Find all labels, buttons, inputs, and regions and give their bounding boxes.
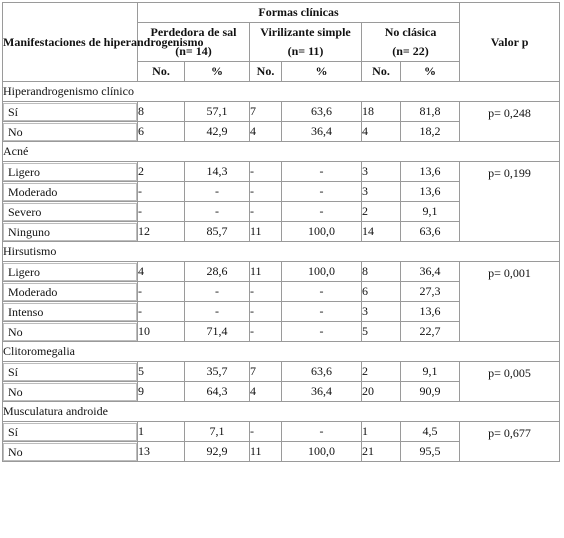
cell-percent: 64,3: [185, 382, 250, 402]
cell-count: -: [138, 302, 185, 322]
pvalue-cell: [460, 262, 560, 342]
table-row: [3, 362, 560, 382]
pvalue-header: Valor p: [460, 3, 560, 82]
cell-percent: 28,6: [185, 262, 250, 282]
row-label-text: No: [3, 443, 137, 461]
cell-count: 20: [362, 382, 401, 402]
section-title: Hiperandrogenismo clínico: [3, 82, 560, 102]
col-pct: %: [185, 62, 250, 82]
cell-count: 3: [362, 182, 401, 202]
cell-percent: 13,6: [401, 182, 460, 202]
section-title: Acné: [3, 142, 560, 162]
row-label-text: Ligero: [3, 263, 137, 281]
pvalue-text: p= 0,005: [488, 366, 531, 380]
cell-count: -: [138, 282, 185, 302]
row-label-text: No: [3, 123, 137, 141]
cell-count: 6: [362, 282, 401, 302]
cell-count: 2: [362, 362, 401, 382]
col-no: No.: [250, 62, 282, 82]
cell-percent: -: [185, 282, 250, 302]
pvalue-text: p= 0,677: [488, 426, 531, 440]
cell-count: 3: [362, 302, 401, 322]
section-title: Musculatura androide: [3, 402, 560, 422]
cell-percent: 13,6: [401, 162, 460, 182]
cell-percent: 81,8: [401, 102, 460, 122]
form-header: Virilizante simple (n= 11): [250, 23, 362, 62]
cell-count: 11: [250, 442, 282, 462]
row-label-text: Intenso: [3, 303, 137, 321]
cell-percent: 63,6: [282, 362, 362, 382]
row-label-text: Ligero: [3, 163, 137, 181]
cell-count: -: [250, 282, 282, 302]
cell-percent: 22,7: [401, 322, 460, 342]
cell-count: 5: [362, 322, 401, 342]
data-table: [2, 2, 560, 462]
cell-percent: -: [185, 182, 250, 202]
row-label-text: Sí: [3, 423, 137, 441]
cell-percent: 63,6: [282, 102, 362, 122]
cell-count: 1: [362, 422, 401, 442]
row-label-text: Ninguno: [3, 223, 137, 241]
cell-count: -: [250, 202, 282, 222]
col-no: No.: [138, 62, 185, 82]
cell-percent: -: [282, 162, 362, 182]
row-label: [3, 362, 138, 382]
cell-count: 1: [138, 422, 185, 442]
cell-percent: 18,2: [401, 122, 460, 142]
cell-percent: -: [282, 322, 362, 342]
row-label-text: Moderado: [3, 283, 137, 301]
row-label: [3, 182, 138, 202]
col-no: No.: [362, 62, 401, 82]
section-title: Clitoromegalia: [3, 342, 560, 362]
cell-count: 11: [250, 222, 282, 242]
row-label-text: Sí: [3, 363, 137, 381]
row-label: [3, 202, 138, 222]
cell-percent: 57,1: [185, 102, 250, 122]
cell-count: 2: [138, 162, 185, 182]
section-row: [3, 82, 560, 102]
cell-count: 14: [362, 222, 401, 242]
pvalue-cell: [460, 102, 560, 142]
pvalue-text: p= 0,001: [488, 266, 531, 280]
cell-percent: 63,6: [401, 222, 460, 242]
cell-percent: -: [185, 202, 250, 222]
pvalue-text: p= 0,199: [488, 166, 531, 180]
row-label-text: No: [3, 383, 137, 401]
cell-percent: 100,0: [282, 222, 362, 242]
cell-percent: -: [282, 202, 362, 222]
cell-count: 21: [362, 442, 401, 462]
section-title: Hirsutismo: [3, 242, 560, 262]
pvalue-cell: [460, 162, 560, 242]
cell-count: 8: [138, 102, 185, 122]
cell-percent: 36,4: [282, 122, 362, 142]
cell-count: 6: [138, 122, 185, 142]
table-row: [3, 162, 560, 182]
row-label-text: No: [3, 323, 137, 341]
cell-percent: 92,9: [185, 442, 250, 462]
row-label: [3, 302, 138, 322]
cell-percent: 4,5: [401, 422, 460, 442]
row-label: [3, 262, 138, 282]
cell-count: 4: [138, 262, 185, 282]
cell-count: 13: [138, 442, 185, 462]
table-row: [3, 422, 560, 442]
row-label: [3, 382, 138, 402]
cell-count: 11: [250, 262, 282, 282]
row-label: [3, 442, 138, 462]
cell-percent: 95,5: [401, 442, 460, 462]
pvalue-cell: [460, 422, 560, 462]
row-label: [3, 122, 138, 142]
cell-count: 2: [362, 202, 401, 222]
section-row: [3, 342, 560, 362]
cell-percent: 27,3: [401, 282, 460, 302]
section-row: [3, 142, 560, 162]
row-label-text: Severo: [3, 203, 137, 221]
cell-percent: 36,4: [401, 262, 460, 282]
cell-percent: 36,4: [282, 382, 362, 402]
cell-percent: -: [282, 302, 362, 322]
group-header: Formas clínicas: [138, 3, 460, 23]
cell-count: 10: [138, 322, 185, 342]
row-label-text: Moderado: [3, 183, 137, 201]
section-row: [3, 242, 560, 262]
pvalue-text: p= 0,248: [488, 106, 531, 120]
table-row: [3, 262, 560, 282]
row-label: [3, 102, 138, 122]
cell-count: 8: [362, 262, 401, 282]
cell-count: 9: [138, 382, 185, 402]
row-label: [3, 162, 138, 182]
cell-count: -: [138, 202, 185, 222]
row-label-text: Sí: [3, 103, 137, 121]
cell-percent: 9,1: [401, 202, 460, 222]
cell-percent: -: [282, 282, 362, 302]
col-pct: %: [282, 62, 362, 82]
cell-percent: 100,0: [282, 442, 362, 462]
cell-count: 7: [250, 362, 282, 382]
cell-percent: -: [282, 422, 362, 442]
cell-percent: 42,9: [185, 122, 250, 142]
cell-count: 3: [362, 162, 401, 182]
cell-percent: 14,3: [185, 162, 250, 182]
cell-percent: 13,6: [401, 302, 460, 322]
pvalue-cell: [460, 362, 560, 402]
cell-percent: 35,7: [185, 362, 250, 382]
cell-percent: 7,1: [185, 422, 250, 442]
cell-percent: -: [282, 182, 362, 202]
cell-percent: 100,0: [282, 262, 362, 282]
row-label: [3, 322, 138, 342]
cell-percent: 90,9: [401, 382, 460, 402]
cell-count: -: [250, 162, 282, 182]
cell-count: -: [138, 182, 185, 202]
table-row: [3, 102, 560, 122]
cell-count: -: [250, 182, 282, 202]
cell-count: -: [250, 302, 282, 322]
row-header-label: Manifestaciones de hiperandrogenismo: [3, 3, 138, 82]
cell-percent: 85,7: [185, 222, 250, 242]
cell-percent: 9,1: [401, 362, 460, 382]
cell-count: -: [250, 422, 282, 442]
cell-count: 7: [250, 102, 282, 122]
row-label: [3, 282, 138, 302]
cell-count: 4: [250, 122, 282, 142]
cell-percent: -: [185, 302, 250, 322]
cell-count: 4: [362, 122, 401, 142]
form-header: No clásica (n= 22): [362, 23, 460, 62]
section-row: [3, 402, 560, 422]
cell-count: -: [250, 322, 282, 342]
row-label: [3, 422, 138, 442]
col-pct: %: [401, 62, 460, 82]
cell-count: 5: [138, 362, 185, 382]
form-header: Perdedora de sal (n= 14): [138, 23, 250, 62]
cell-percent: 71,4: [185, 322, 250, 342]
cell-count: 12: [138, 222, 185, 242]
cell-count: 18: [362, 102, 401, 122]
table-body: [3, 82, 560, 462]
row-label: [3, 222, 138, 242]
cell-count: 4: [250, 382, 282, 402]
